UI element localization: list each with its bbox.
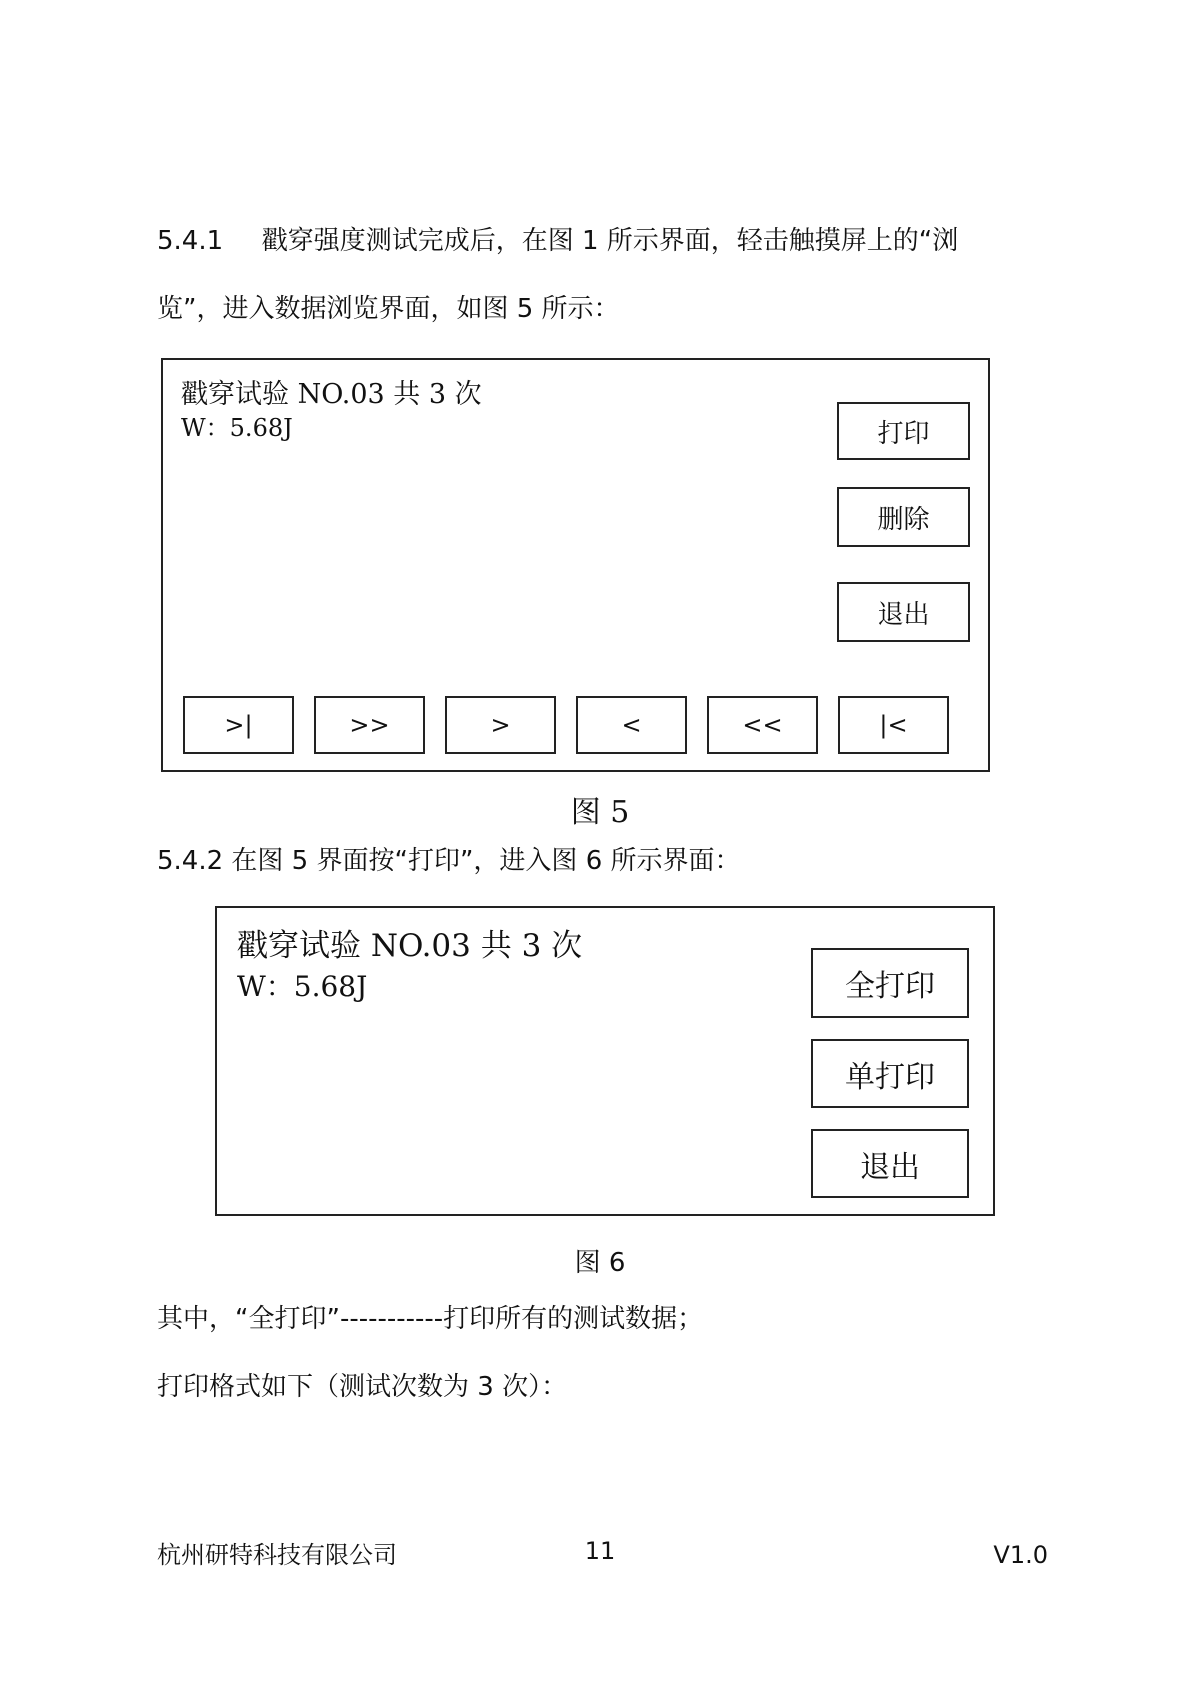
section-text: 戳穿强度测试完成后，在图 1 所示界面，轻击触摸屏上的“浏 — [261, 226, 959, 256]
nav-label: << — [742, 711, 783, 739]
last-record-button[interactable] — [183, 696, 294, 754]
section-5-4-2: 5.4.2 在图 5 界面按“打印”，进入图 6 所示界面： — [157, 846, 741, 876]
print-button-label: 打印 — [877, 418, 930, 449]
nav-label: < — [621, 711, 642, 739]
figure-5-screen — [161, 358, 990, 772]
page-number: 11 — [584, 1537, 616, 1565]
print-all-description: 其中，“全打印”-----------打印所有的测试数据； — [157, 1304, 704, 1334]
figure-6-caption: 图 6 — [574, 1248, 626, 1278]
test-title: 戳穿试验 NO.03 共 3 次 — [181, 379, 482, 410]
exit-button-label: 退出 — [877, 599, 930, 630]
exit-button[interactable] — [837, 582, 970, 642]
fast-rewind-button[interactable] — [707, 696, 818, 754]
next-button[interactable] — [445, 696, 556, 754]
print-single-button[interactable] — [811, 1039, 969, 1108]
figure-5-caption: 图 5 — [570, 795, 630, 830]
section-number: 5.4.1 — [157, 226, 224, 256]
first-record-button[interactable] — [838, 696, 949, 754]
energy-value: W：5.68J — [237, 970, 368, 1003]
previous-button[interactable] — [576, 696, 687, 754]
nav-label: >> — [349, 711, 390, 739]
print-all-button[interactable] — [811, 948, 969, 1018]
print-button[interactable] — [837, 402, 970, 460]
print-all-label: 全打印 — [845, 969, 935, 1004]
figure-6-screen — [215, 906, 995, 1216]
nav-label: > — [490, 711, 511, 739]
delete-button-label: 删除 — [877, 504, 930, 535]
test-title: 戳穿试验 NO.03 共 3 次 — [237, 928, 583, 964]
section-5-4-1-line2: 览”，进入数据浏览界面，如图 5 所示： — [157, 294, 620, 324]
nav-label: |< — [879, 711, 908, 739]
nav-label: >| — [224, 711, 253, 739]
footer-company: 杭州研特科技有限公司 — [157, 1541, 397, 1569]
footer-version: V1.0 — [993, 1541, 1048, 1569]
exit-button[interactable] — [811, 1129, 969, 1198]
fast-forward-button[interactable] — [314, 696, 425, 754]
exit-button-label: 退出 — [860, 1149, 920, 1185]
print-format-intro: 打印格式如下（测试次数为 3 次）： — [157, 1372, 568, 1402]
energy-value: W：5.68J — [181, 414, 293, 442]
delete-button[interactable] — [837, 487, 970, 547]
section-5-4-1-line1 — [157, 224, 958, 258]
print-single-label: 单打印 — [845, 1059, 935, 1095]
